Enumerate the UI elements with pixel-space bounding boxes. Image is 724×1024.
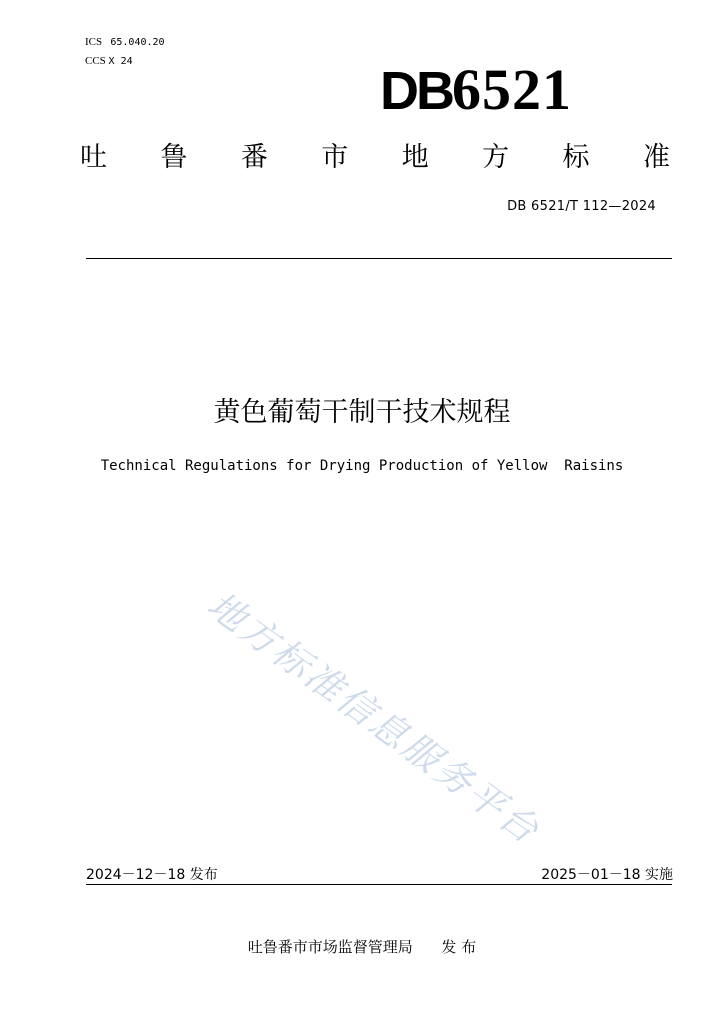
org-title-char: 吐 <box>80 142 107 173</box>
db-logo <box>380 57 615 122</box>
publisher-line <box>0 936 724 957</box>
org-title-char: 准 <box>642 142 670 173</box>
org-title-char: 鲁 <box>160 142 188 173</box>
issue-date: 2024－12－18 发布 <box>86 867 218 883</box>
publisher-action: 发 布 <box>441 938 477 956</box>
org-title-char: 番 <box>240 142 268 173</box>
watermark: 地方标准信息服务平台 <box>199 583 549 854</box>
ccs-label: CCS <box>85 55 106 67</box>
document-title-en: Technical Regulations for Drying Production of Yellow Raisins <box>100 458 624 474</box>
db-logo-code: 6521 <box>452 57 572 122</box>
ccs-value: X 24 <box>108 56 133 67</box>
org-title-char: 地 <box>401 142 429 173</box>
ics-label: ICS <box>85 36 103 48</box>
org-title-char: 方 <box>482 142 510 173</box>
org-standard-title <box>80 140 670 176</box>
ics-value: 65.040.20 <box>110 37 165 48</box>
ics-code <box>85 36 165 48</box>
ccs-code <box>85 55 133 67</box>
standard-number: DB 6521/T 112—2024 <box>507 199 656 214</box>
org-title-char: 标 <box>562 142 590 173</box>
document-title-cn: 黄色葡萄干制干技术规程 <box>213 397 511 428</box>
publisher-name: 吐鲁番市市场监督管理局 <box>247 938 413 956</box>
top-divider <box>86 258 672 259</box>
db-logo-prefix: DB <box>380 61 452 121</box>
bottom-divider <box>86 884 672 885</box>
org-title-char: 市 <box>321 142 349 173</box>
implementation-date: 2025－01－18 实施 <box>541 867 673 883</box>
